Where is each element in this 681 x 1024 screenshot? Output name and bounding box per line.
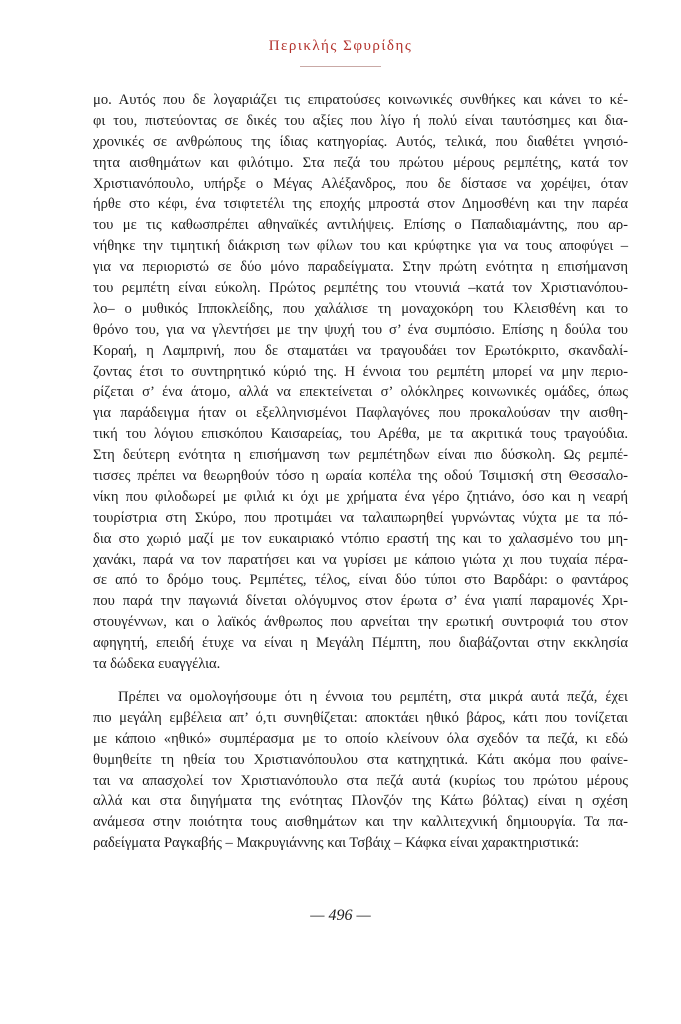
text-line: του ρεμπέτη είναι εύκολη. Πρώτος ρεμπέτης του ντουνιά –κατά τον Χριστιανόπου- [93,280,628,297]
text-line: του με τις καθωσπρέπει αθηναϊκές αντιλήψεις. Επίσης ο Παπαδιαμάντης, που αρ- [93,217,628,234]
paragraph [93,687,628,854]
text-line: ανάμεσα στην ποιότητα τους αισθημάτων και την καλλιτεχνική δημιουργία. Τα πα- [93,814,628,831]
text-line: λο– ο μυθικός Ιπποκλείδης, που χαλάλισε τη μοναχοκόρη του Κλεισθένη και το [93,300,628,317]
text-line: θυμηθείτε τη ηθεία του Χριστιανόπουλου στα κατηχητικά. Κάτι ακόμα που φαίνε- [93,751,628,768]
text-line: τική του λόγιου επισκόπου Καισαρείας, του Αρέθα, με τα ακριτικά τους τραγούδια. [93,426,628,443]
text-line: που παρά την παγωνιά δίνεται ολόγυμνος στον έρωτα σ’ ένα γιαπί παραμονές Χρι- [93,593,628,610]
text-line: Πρέπει να ομολογήσουμε ότι η έννοια του ρεμπέτη, στα μικρά αυτά πεζά, έχει [118,688,628,705]
text-line: τα δώδεκα ευαγγέλια. [93,656,221,673]
text-line: σε από το δρόμο τους. Ρεμπέτες, τέλος, είναι δύο τύποι στο Βαρδάρι: ο φαντάρος [93,572,628,589]
text-line: αφηγητή, επειδή έτυχε να είναι η Μεγάλη Πέμπτη, που διαβάζονται στην εκκλησία [93,635,628,652]
text-line: χρονικές σε ανθρώπους της ίδιας κατηγορίας. Αυτός, τελικά, που διαθέτει γνησιό- [93,133,628,150]
body-text [93,90,628,854]
text-line: φι του, πιστεύοντας σε δικές του αξίες που λίγο ή πολύ είναι ταυτόσημες και δια- [93,112,628,129]
text-line: ζοντας έτσι το συντηρητικό κύριό της. Η έννοια του ρεμπέτη μπορεί να μην περιο- [93,363,628,380]
text-line: για να περιοριστώ σε δύο μόνο παραδείγματα. Στην πρώτη ενότητα η επισήμανση [93,259,628,276]
text-line: δια στο χωριό μαζί με τον ευκαιριακό ντόπιο εραστή της και το χαλασμένο του μη- [93,530,628,547]
text-line: Κοραή, η Λαμπρινή, που δε σταματάει να τραγουδάει τον Ερωτόκριτο, σκανδαλί- [93,342,628,359]
text-line: για παράδειγμα ήταν οι εξελληνισμένοι Παφλαγόνες που προκαλούσαν την αισθη- [93,405,628,422]
text-line: ήρθε στο κέφι, ένα τσιφτετέλι της εποχής μπροστά στον Δημοσθένη και την παρέα [93,196,628,213]
paragraph [93,90,628,675]
text-line: θρόνο του, για να γλεντήσει με την ψυχή του σ’ ένα συμπόσιο. Επίσης η δούλα του [93,321,628,338]
text-line: ραδείγματα Ραγκαβής – Μακρυγιάννης και Τσβάιχ – Κάφκα είναι χαρακτηριστικά: [93,835,580,852]
text-line: τουρίστρια στη Σκύρο, που προτιμάει να ταλαιπωρηθεί γυρνώντας νύχτα με τα πό- [93,509,628,526]
paragraph-gap [93,675,628,687]
text-line: ται να απασχολεί τον Χριστιανόπουλο στα πεζά αυτά (κυρίως του πρώτου μέρους [93,772,628,789]
text-line: στουγέννων, και ο λαϊκός άνθρωπος που αρνείται την ερωτική συντροφιά του στον [93,614,628,631]
running-head: Περικλής Σφυρίδης [268,38,413,54]
text-line: αλλά και στα διηγήματα της ενότητας Πλονζόν της Κάτω βόλτας) είναι η σχέση [93,793,628,810]
text-line: ρίζεται σ’ ένα άτομο, αλλά να επεκτείνεται σ’ ολόκληρες κοινωνικές ομάδες, όπως [93,384,628,401]
page-number: — 496 — [310,907,371,924]
text-line: νήθηκε την τιμητική διάκριση των φίλων του και κρύφτηκε για να τους αποφύγει – [93,238,628,255]
text-line: Χριστιανόπουλο, υπήρξε ο Μέγας Αλέξανδρος, που δε δίστασε να χορέψει, όταν [93,175,628,192]
text-line: χανάκι, παρά να τον παρατήσει και να γυρίσει με κάποιο γιώτα χι που τυχαία πέρα- [93,551,628,568]
text-line: τισσες πρέπει να θεωρηθούν τόσο η ωραία κοπέλα της οδού Τσιμισκή στη Θεσσαλο- [93,468,628,485]
text-line: με κάποιο «ηθικό» συμπέρασμα με το οποίο κλείνουν όλα σχεδόν τα πεζά, κι εδώ [93,730,628,747]
text-line: μο. Αυτός που δε λογαριάζει τις επιρατούσες κοινωνικές συνθήκες και κάνει το κέ- [93,92,628,108]
text-line: πιο μεγάλη εμβέλεια απ’ ό,τι συνηθίζεται: αποκτάει ηθικό βάρος, κάτι που τονίζεται [93,709,628,726]
text-line: Στη δεύτερη ενότητα η επισήμανση των ρεμπέτηδων είναι πιο δύσκολη. Ως ρεμπέ- [93,447,628,464]
text-line: νίκη που φιλοδωρεί με φιλιά κι όχι με χρήματα ένα γέρο ζητιάνο, όσο και η νεαρή [93,488,628,505]
header-rule [300,66,381,67]
text-line: τητα αισθημάτων και φιλότιμο. Στα πεζά του πρώτου μέρους ρεμπέτης, κατά τον [93,154,628,171]
